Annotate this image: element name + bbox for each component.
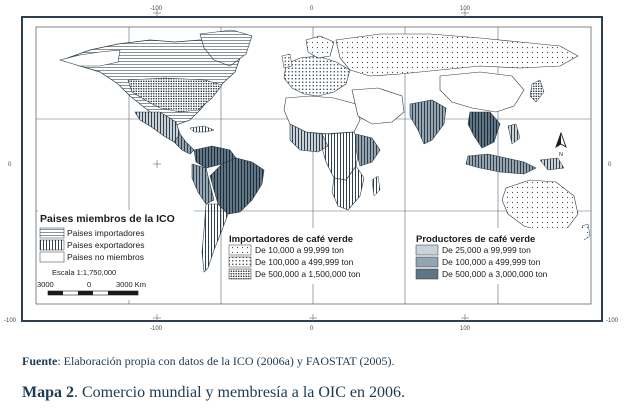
usa: [128, 78, 222, 112]
producers-item-high: De 500,000 a 3,000,000 ton: [442, 269, 548, 279]
scale-tick-zero: 0: [87, 280, 92, 289]
members-item-non-members: Paises no miembros: [67, 252, 145, 262]
map-caption: [22, 384, 405, 402]
east-africa: [356, 134, 380, 166]
swatch-prod-low: [416, 245, 438, 255]
swatch-prod-mid: [416, 257, 438, 267]
japan: [530, 80, 544, 102]
importers-legend-title: Importadores de café verde: [229, 234, 354, 245]
source-label: Fuente: [22, 354, 58, 368]
importers-item-mid: De 100,000 a 499,999 ton: [255, 257, 354, 267]
peru-ecuador: [192, 164, 214, 204]
coord-bottom-east: 100: [460, 326, 471, 332]
coord-bottom-center: 0: [310, 326, 314, 332]
scale-tick-right: 3000 Km: [116, 280, 147, 289]
producers-legend-title: Productores de café verde: [416, 234, 536, 245]
coord-left-equator: 0: [8, 162, 12, 168]
caption-label: Mapa 2: [22, 384, 74, 401]
source-note: [22, 354, 395, 369]
members-item-exporters: Paises exportadores: [67, 240, 145, 250]
coord-left-south: -100: [4, 318, 17, 324]
importers-item-low: De 10,000 a 99,999 ton: [255, 245, 344, 255]
coord-bottom-west: -100: [150, 326, 163, 332]
members-legend-title: Paises miembros de la ICO: [40, 213, 175, 225]
madagascar: [372, 176, 380, 196]
scale-bar: [48, 291, 138, 295]
producers-item-low: De 25,000 a 99,999 ton: [442, 245, 531, 255]
coord-right-south: -100: [606, 318, 619, 324]
north-label: N: [559, 152, 563, 158]
caribbean: [190, 126, 214, 132]
coord-top-west: -100: [150, 6, 163, 12]
swatch-exporters: [40, 240, 64, 250]
swatch-imp-low: [229, 245, 251, 255]
swatch-imp-mid: [229, 257, 251, 267]
source-text: : Elaboración propia con datos de la ICO (2006a) y FAOSTAT (2005).: [57, 354, 395, 368]
china: [440, 72, 524, 112]
coord-right-equator: 0: [608, 162, 612, 168]
scale-label: Escala 1:1,750,000: [52, 268, 117, 277]
producers-item-mid: De 100,000 a 499,999 ton: [442, 257, 541, 267]
coord-top-east: 100: [460, 6, 471, 12]
australia: [502, 180, 578, 232]
europe: [284, 56, 350, 96]
swatch-imp-high: [229, 269, 251, 279]
indonesia: [466, 154, 536, 174]
indochina: [468, 112, 500, 148]
swatch-importers: [40, 228, 64, 238]
southern-cone: [202, 204, 228, 272]
scale-tick-left: 3000: [37, 280, 54, 289]
importers-item-high: De 500,000 a 1,500,000 ton: [255, 269, 361, 279]
russia: [336, 34, 578, 76]
india: [410, 100, 446, 144]
coord-top-center: 0: [310, 6, 314, 12]
swatch-non-members: [40, 252, 64, 262]
caption-text: . Comercio mundial y membresía a la OIC en 2006.: [74, 384, 406, 401]
north-arrow-icon: [556, 133, 566, 147]
members-item-importers: Paises importadores: [67, 228, 145, 238]
uk: [282, 54, 292, 68]
scandinavia: [306, 36, 334, 58]
swatch-prod-high: [416, 269, 438, 279]
